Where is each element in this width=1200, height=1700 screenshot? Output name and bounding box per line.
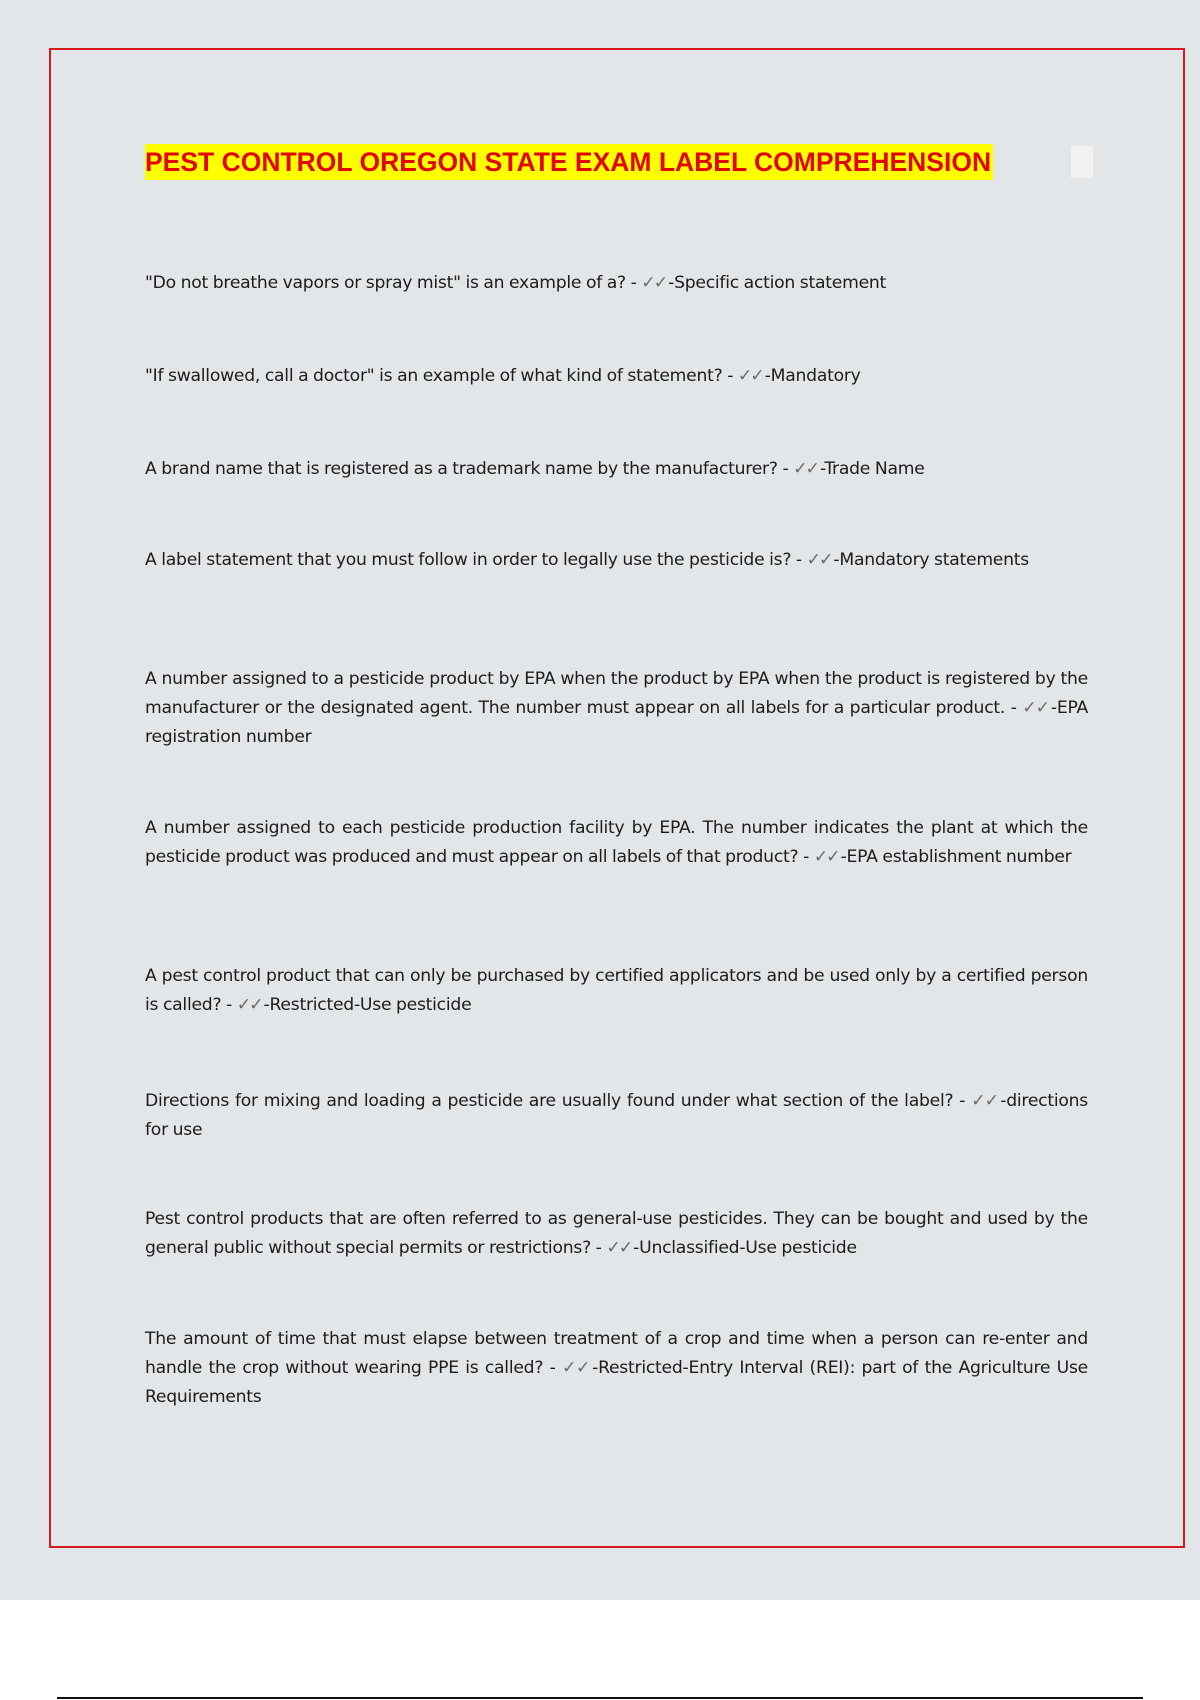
answer-text: Specific action statement	[674, 273, 887, 293]
question-text: A label statement that you must follow in order to legally use the pesticide is?	[145, 550, 792, 570]
answer-prefix: -	[633, 1238, 640, 1258]
answer-prefix: -	[840, 847, 847, 867]
title-highlight-tail	[1071, 146, 1093, 178]
answer-prefix: -	[819, 459, 825, 479]
answer-prefix: -	[668, 273, 675, 293]
separator: -	[722, 366, 738, 386]
question-text: "If swallowed, call a doctor" is an example of what kind of statement?	[145, 366, 723, 386]
separator: -	[777, 459, 794, 479]
question-text: A brand name that is registered as a trademark name by the manufacturer?	[145, 459, 778, 479]
qa-item	[145, 455, 1088, 484]
double-check-icon: ✓✓	[737, 366, 763, 386]
separator: -	[798, 847, 814, 867]
answer-prefix: -	[592, 1358, 599, 1378]
double-check-icon: ✓✓	[971, 1091, 999, 1111]
double-check-icon: ✓✓	[806, 550, 832, 570]
question-text: A number assigned to each pesticide production facility by EPA. The number indicates the plant at which the pesticide product was produced and must appear on all labels of that product?	[145, 818, 1088, 867]
qa-item	[145, 362, 1088, 391]
question-text: A pest control product that can only be purchased by certified applicators and be used only by a certified person is called?	[145, 966, 1088, 1015]
answer-text: EPA establishment number	[846, 847, 1072, 867]
document-title: PEST CONTROL OREGON STATE EXAM LABEL COMPREHENSION	[145, 144, 993, 180]
question-text: "Do not breathe vapors or spray mist" is an example of a?	[145, 273, 626, 293]
separator: -	[953, 1091, 972, 1111]
qa-item	[145, 1087, 1088, 1145]
answer-text: Trade Name	[824, 459, 925, 479]
answer-text: Mandatory	[770, 366, 861, 386]
separator: -	[221, 995, 237, 1015]
answer-text: Restricted-Use pesticide	[269, 995, 472, 1015]
answer-prefix: -	[263, 995, 270, 1015]
double-check-icon: ✓✓	[1022, 698, 1049, 718]
question-text: The amount of time that must elapse between treatment of a crop and time when a person can re-enter and handle the crop without wearing PPE is called?	[145, 1329, 1088, 1378]
answer-text: EPA registration number	[145, 698, 1088, 747]
separator: -	[590, 1238, 607, 1258]
double-check-icon: ✓✓	[606, 1238, 632, 1258]
answer-prefix: -	[833, 550, 840, 570]
answer-text: directions for use	[145, 1091, 1088, 1140]
separator: -	[791, 550, 807, 570]
separator: -	[1005, 698, 1023, 718]
answer-prefix: -	[764, 366, 771, 386]
qa-item	[145, 665, 1088, 752]
question-text: Directions for mixing and loading a pesticide are usually found under what section of the label?	[145, 1091, 954, 1111]
answer-prefix: -	[1050, 698, 1057, 718]
answer-text: Restricted-Entry Interval (REI): part of the Agriculture Use Requirements	[145, 1358, 1088, 1407]
qa-item	[145, 546, 1088, 575]
qa-item	[145, 1205, 1088, 1263]
answer-prefix: -	[1000, 1091, 1007, 1111]
double-check-icon: ✓✓	[236, 995, 262, 1015]
double-check-icon: ✓✓	[793, 459, 818, 479]
qa-item	[145, 962, 1088, 1020]
double-check-icon: ✓✓	[813, 847, 839, 867]
answer-text: Mandatory statements	[839, 550, 1029, 570]
separator: -	[625, 273, 642, 293]
question-text: Pest control products that are often referred to as general-use pesticides. They can be bought and used by the general public without special permits or restrictions?	[145, 1209, 1088, 1258]
answer-text: Unclassified-Use pesticide	[639, 1238, 857, 1258]
qa-item	[145, 269, 1088, 298]
qa-item	[145, 814, 1088, 872]
separator: -	[543, 1358, 562, 1378]
question-text: A number assigned to a pesticide product by EPA when the product by EPA when the product is registered by the manufacturer or the designated agent. The number must appear on all labels for a particular product.	[145, 669, 1088, 718]
footer-divider	[57, 1697, 1143, 1699]
double-check-icon: ✓✓	[641, 273, 667, 293]
double-check-icon: ✓✓	[561, 1358, 591, 1378]
qa-item	[145, 1325, 1088, 1412]
